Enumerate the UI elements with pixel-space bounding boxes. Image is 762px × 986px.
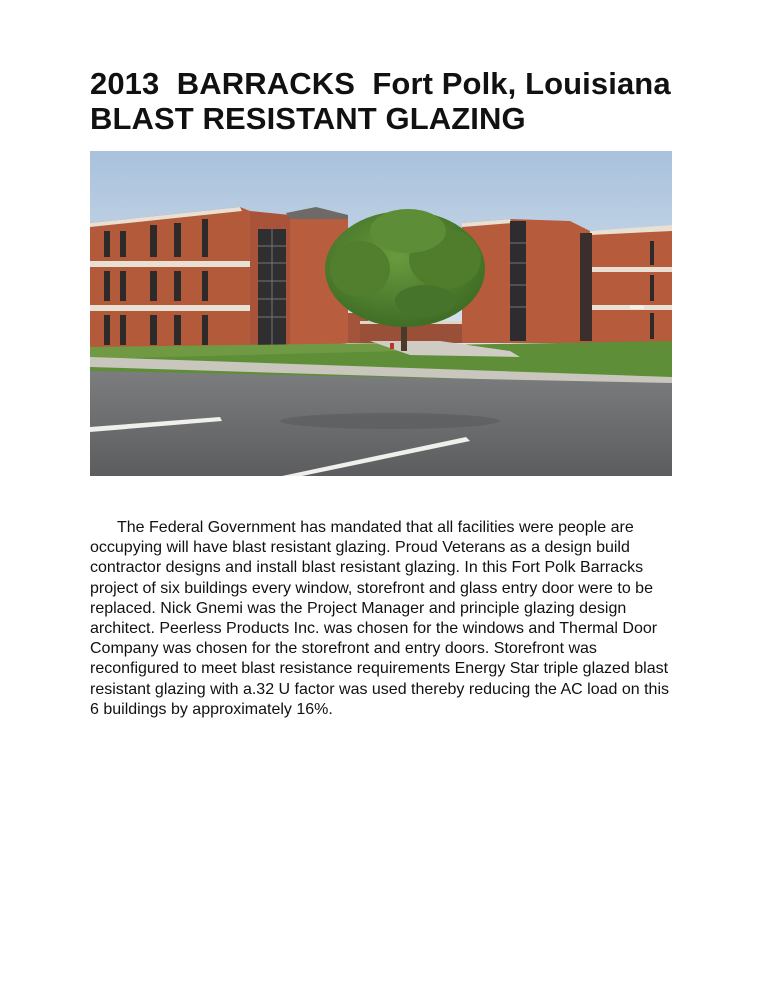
- page-title: [90, 66, 710, 136]
- barracks-photo: [90, 151, 672, 476]
- title-line-2: BLAST RESISTANT GLAZING: [90, 101, 526, 136]
- body-paragraph: [90, 518, 680, 720]
- title-line-1: 2013 BARRACKS Fort Polk, Louisiana: [90, 66, 671, 101]
- body-paragraph-text: The Federal Government has mandated that all facilities were people are occupying will have blast resistant glazing. Proud Veterans as a design build contractor designs and install blast resistant glazing. In this Fort Polk Barracks project of six buildings every window, storefront and glass entry door were to be replaced. Nick Gnemi was the Project Manager and principle glazing design architect. Peerless Products Inc. was chosen for the windows and Thermal Door Company was chosen for the storefront and entry doors. Storefront was reconfigured to meet blast resistance requirements Energy Star triple glazed blast resistant glazing with a.32 U factor was used thereby reducing the AC load on this 6 buildings by approximately 16%.: [90, 519, 669, 718]
